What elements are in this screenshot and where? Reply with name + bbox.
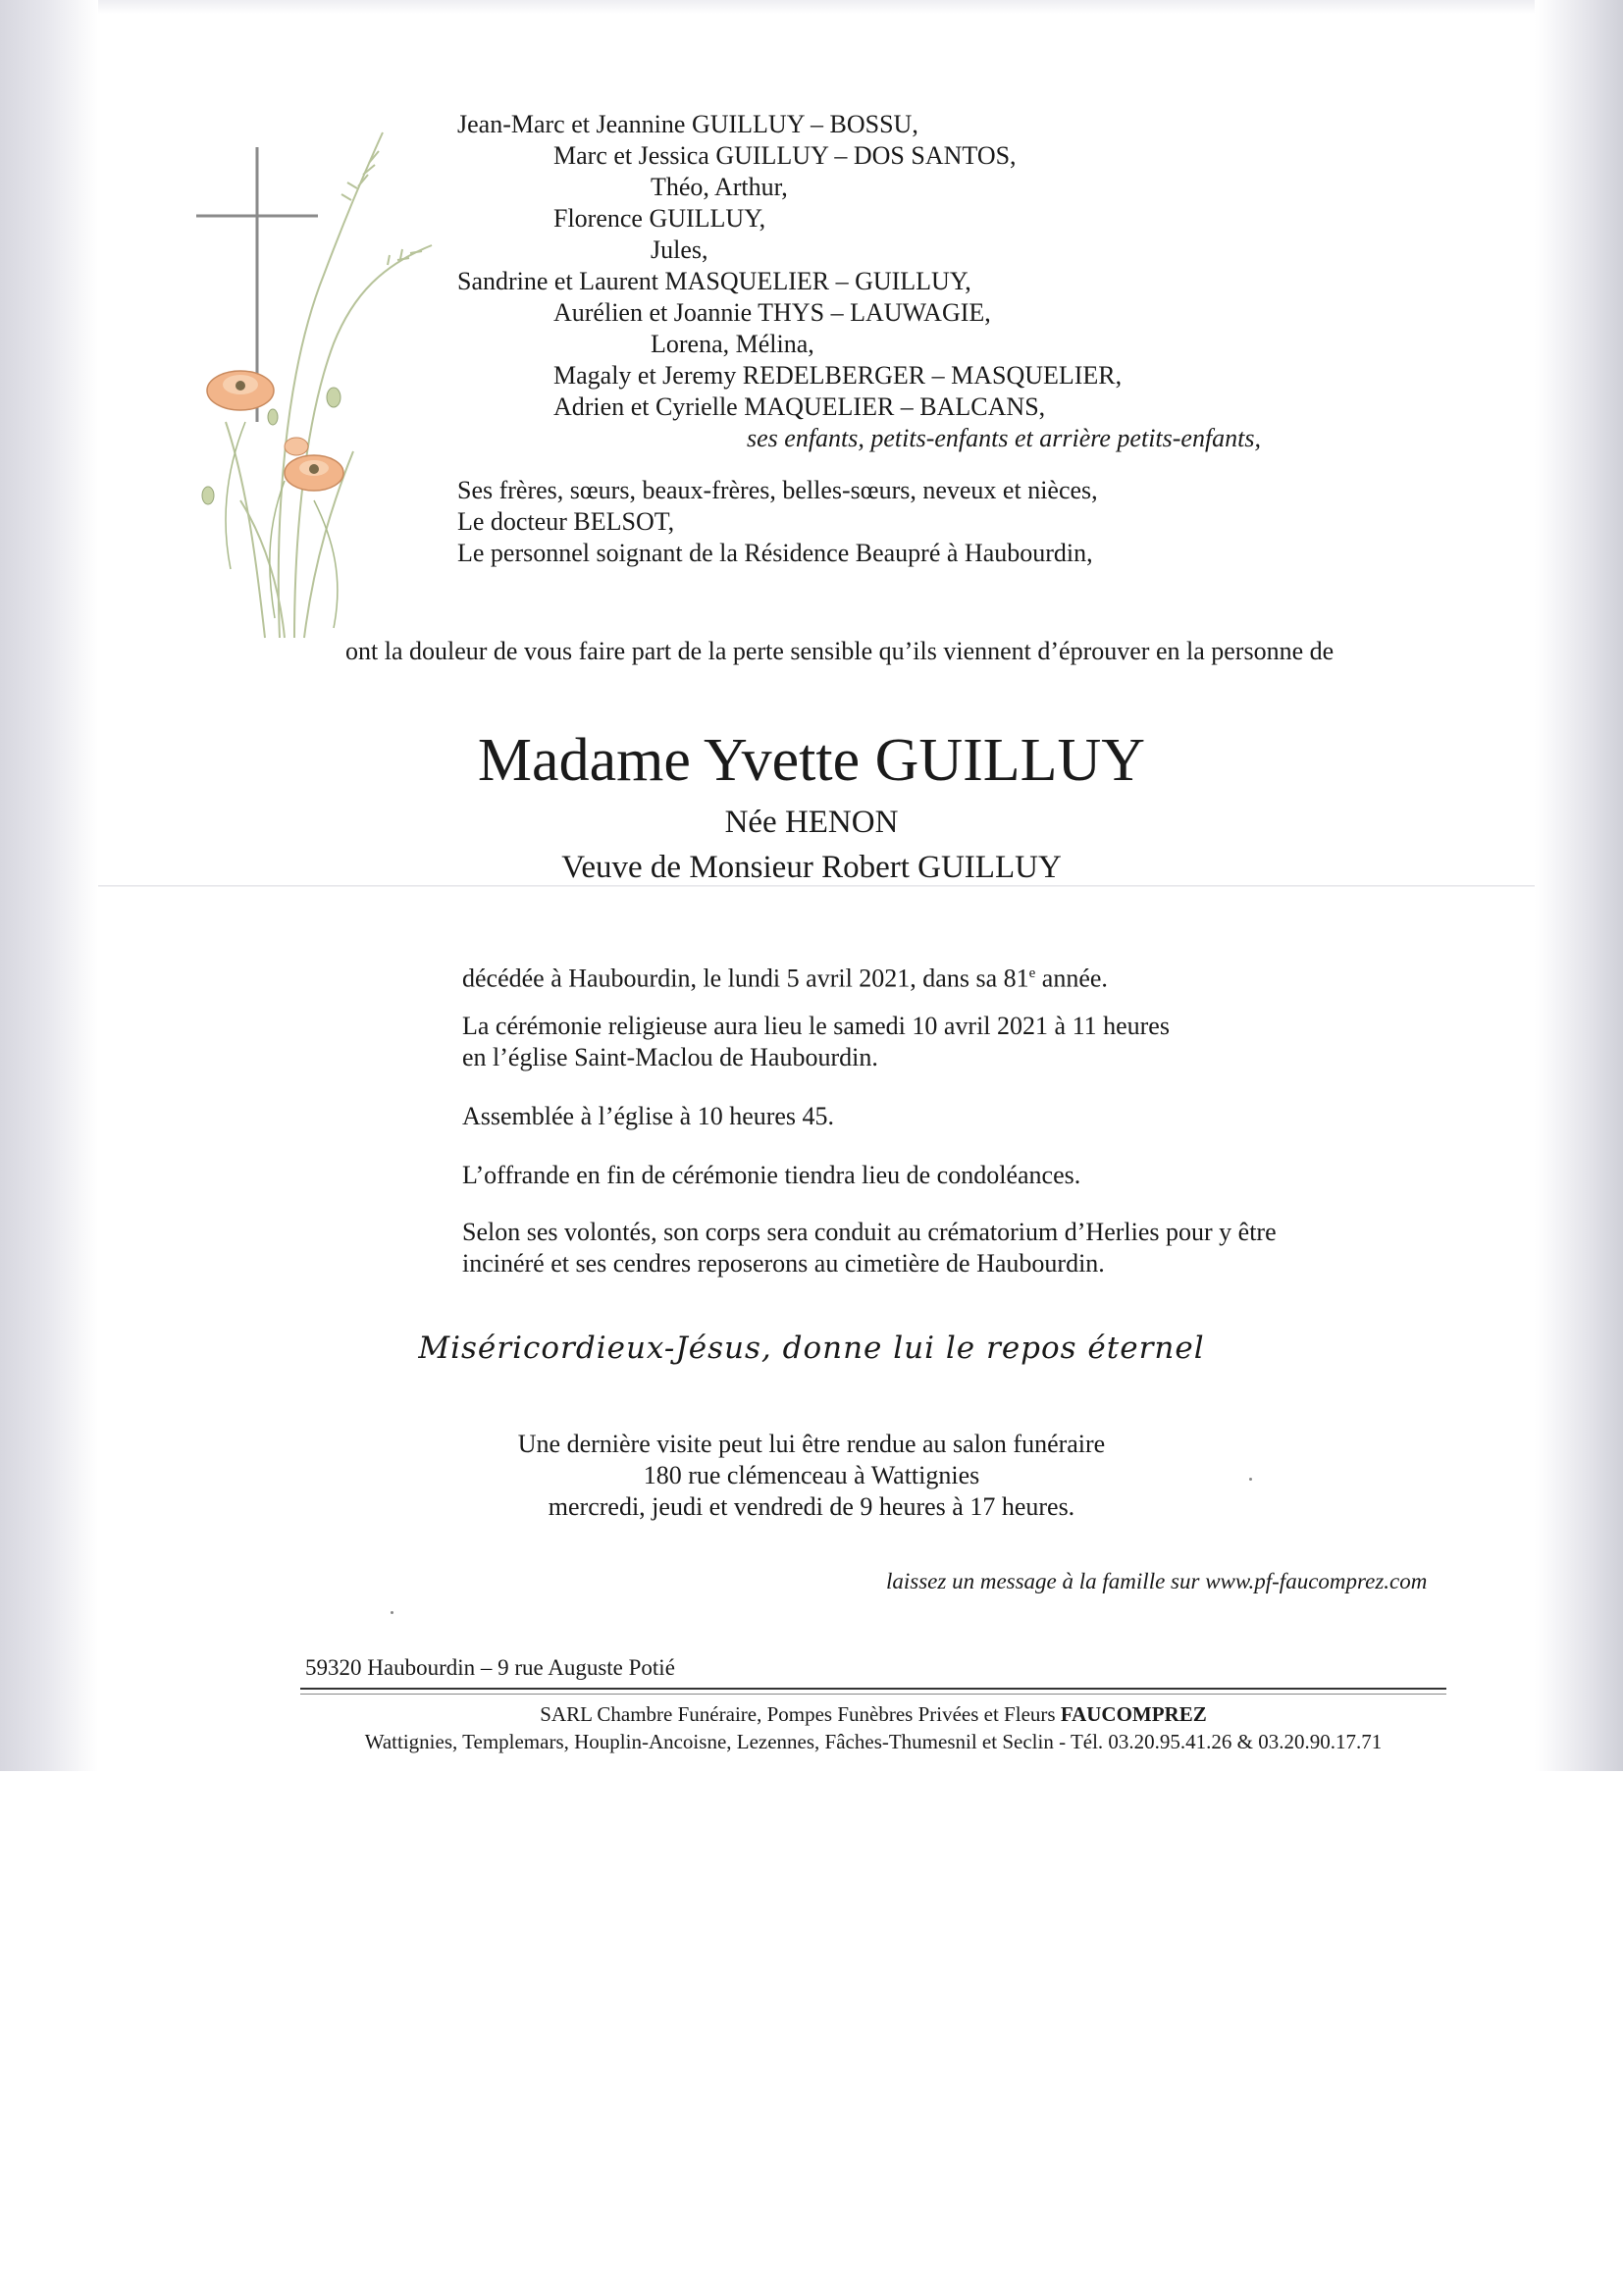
company-locations: Wattignies, Templemars, Houplin-Ancoisne, Lezennes, Fâches-Thumesnil et Seclin - Tél. 03.20.95.41.26 & 03.20.90.17.71 (364, 1730, 1383, 1753)
family-line: Adrien et Cyrielle MAQUELIER – BALCANS, (553, 392, 1046, 421)
family-line: Aurélien et Joannie THYS – LAUWAGIE, (553, 298, 991, 327)
company-line: SARL Chambre Funéraire, Pompes Funèbres Privées et Fleurs FAUCOMPREZ (540, 1702, 1207, 1726)
message-link-text: laissez un message à la famille sur www.pf-faucomprez.com (886, 1569, 1428, 1593)
family-line: Florence GUILLUY, (553, 204, 766, 233)
family-line: Marc et Jessica GUILLUY – DOS SANTOS, (553, 141, 1017, 170)
visit-hours: mercredi, jeudi et vendredi de 9 heures à 17 heures. (548, 1492, 1075, 1521)
footer-divider (300, 1688, 1446, 1690)
scan-shadow-right (1535, 0, 1623, 1771)
family-line: Jean-Marc et Jeannine GUILLUY – BOSSU, (457, 110, 918, 138)
wishes-text: Selon ses volontés, son corps sera conduit au crématorium d’Herlies pour y être (462, 1218, 1277, 1246)
family-line: Théo, Arthur, (651, 173, 788, 201)
deceased-maiden-name: Née HENON (724, 805, 899, 840)
family-line: Lorena, Mélina, (651, 330, 814, 358)
prayer-text: Miséricordieux-Jésus, donne lui le repos éternel (418, 1331, 1205, 1366)
address-text: 59320 Haubourdin – 9 rue Auguste Potié (305, 1655, 675, 1680)
family-line: Jules, (651, 235, 708, 264)
other-mourners-line: Le personnel soignant de la Résidence Beaupré à Haubourdin, (457, 539, 1093, 567)
wishes-text: incinéré et ses cendres reposerons au cimetière de Haubourdin. (462, 1249, 1105, 1278)
deceased-widow-of: Veuve de Monsieur Robert GUILLUY (561, 850, 1062, 885)
scan-shadow-top (98, 0, 1535, 14)
poppy-flowers-icon (202, 371, 343, 504)
scan-shadow-left (0, 0, 98, 1771)
family-line: Magaly et Jeremy REDELBERGER – MASQUELIER, (553, 361, 1123, 390)
visit-address: 180 rue clémenceau à Wattignies (643, 1461, 980, 1489)
other-mourners-line: Ses frères, sœurs, beaux-frères, belles-sœurs, neveux et nièces, (457, 476, 1098, 504)
death-notice: décédée à Haubourdin, le lundi 5 avril 2021, dans sa 81e année. (462, 964, 1108, 993)
assembly-text: Assemblée à l’église à 10 heures 45. (462, 1102, 835, 1130)
deceased-name: Madame Yvette GUILLUY (477, 727, 1146, 794)
ceremony-location: en l’église Saint-Maclou de Haubourdin. (462, 1043, 878, 1071)
leaves-icon (226, 422, 338, 628)
footer-divider-thin (300, 1694, 1446, 1695)
offering-text: L’offrande en fin de cérémonie tiendra lieu de condoléances. (462, 1161, 1081, 1189)
announcement-text: ont la douleur de vous faire part de la perte sensible qu’ils viennent d’éprouver en la personne de (345, 637, 1335, 665)
ceremony-text: La cérémonie religieuse aura lieu le samedi 10 avril 2021 à 11 heures (462, 1012, 1170, 1040)
scan-speck (1249, 1478, 1252, 1481)
family-line: Sandrine et Laurent MASQUELIER – GUILLUY, (457, 267, 971, 295)
cross-and-poppies-illustration (186, 128, 442, 677)
family-relation: ses enfants, petits-enfants et arrière petits-enfants, (747, 424, 1262, 452)
visit-text: Une dernière visite peut lui être rendue au salon funéraire (517, 1430, 1106, 1458)
other-mourners-line: Le docteur BELSOT, (457, 507, 675, 536)
scan-speck (391, 1611, 393, 1614)
